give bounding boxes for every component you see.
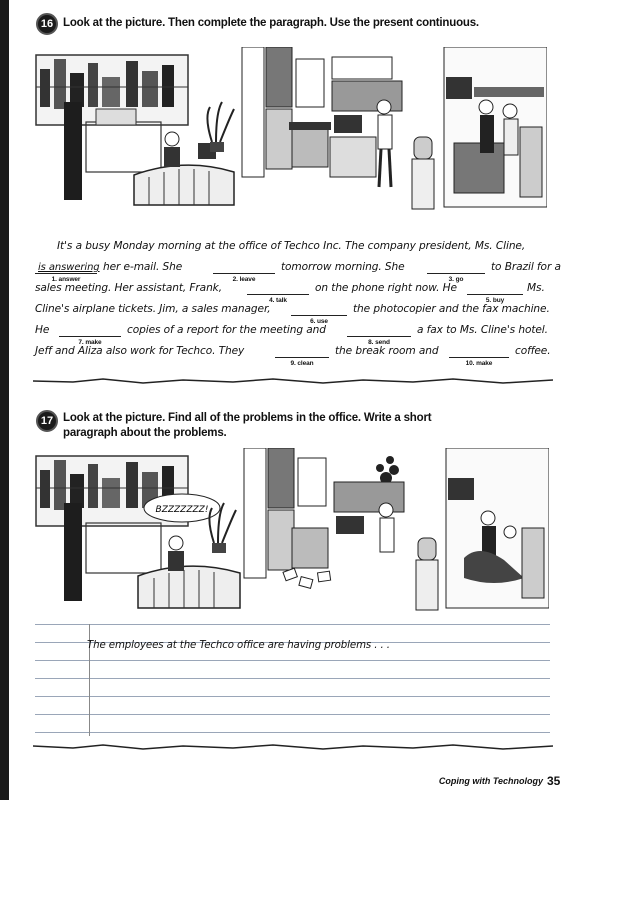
writing-area[interactable] — [35, 624, 550, 744]
verb-cue-1: 1. answer — [51, 276, 81, 283]
starter-sentence: The employees at the Techco office are having problems . . . — [87, 640, 390, 651]
torn-edge-17 — [33, 742, 553, 752]
water-cooler — [416, 538, 438, 610]
line-text: tomorrow morning. She — [281, 261, 405, 273]
answer-blank-7[interactable] — [59, 336, 121, 337]
answer-blank-8[interactable] — [347, 336, 411, 337]
example-answer: is answering — [38, 262, 100, 273]
exercise-16-paragraph — [35, 240, 561, 370]
door — [64, 503, 82, 601]
answer-blank-5[interactable] — [467, 294, 523, 295]
exercise-16-number — [36, 13, 58, 35]
verb-cue-2: 2. leave — [232, 276, 256, 283]
paragraph-line-1 — [35, 240, 547, 260]
line-text: He — [35, 324, 50, 336]
exercise-17-number-text: 17 — [40, 415, 54, 427]
line-text: the break room and — [335, 345, 439, 357]
line-text: sales meeting. Her assistant, Frank, — [35, 282, 222, 294]
fax-machine — [336, 516, 364, 534]
cabinet — [266, 47, 292, 107]
reception-desk — [138, 566, 240, 608]
verb-cue-10: 10. make — [465, 360, 493, 367]
line-text: a fax to Ms. Cline's hotel. — [417, 324, 548, 336]
verb-cue-7: 7. make — [78, 339, 102, 346]
verb-cue-9: 9. clean — [290, 360, 314, 367]
office-illustration-16 — [34, 47, 547, 212]
torn-edge-16 — [33, 376, 553, 386]
paragraph-line-3 — [35, 282, 547, 302]
water-cooler — [412, 137, 434, 209]
verb-cue-4: 4. talk — [269, 297, 287, 304]
line-text: Cline's airplane tickets. Jim, a sales manager, — [35, 303, 271, 315]
answer-blank-6[interactable] — [291, 315, 347, 316]
paragraph-line-4 — [35, 303, 550, 325]
microwave — [446, 77, 472, 99]
exercise-17-instruction-line-2: paragraph about the problems. — [63, 427, 227, 439]
answer-blank-4[interactable] — [247, 294, 309, 295]
answer-blank-10[interactable] — [449, 357, 509, 358]
line-text: the photocopier and the fax machine. — [353, 303, 550, 315]
line-text: her e-mail. She — [103, 261, 183, 273]
page-edge-bar — [0, 0, 9, 800]
line-text: to Brazil for a — [491, 261, 561, 273]
answer-blank-3[interactable] — [427, 273, 485, 274]
exercise-16-number-text: 16 — [40, 18, 54, 30]
verb-cue-6: 6. use — [310, 318, 328, 325]
verb-cue-5: 5. buy — [485, 297, 505, 304]
refrigerator — [522, 528, 544, 598]
exercise-17-instruction-line-1: Look at the picture. Find all of the problems in the office. Write a short — [63, 412, 432, 424]
footer-title: Coping with Technology — [438, 776, 543, 786]
exercise-16-instruction: Look at the picture. Then complete the paragraph. Use the present continuous. — [63, 17, 479, 29]
answer-blank-2[interactable] — [213, 273, 275, 274]
cabinet — [268, 448, 294, 508]
microwave — [448, 478, 474, 500]
line-text: Ms. — [527, 282, 545, 294]
line-text: It's a busy Monday morning at the office of Techco Inc. The company president, Ms. Cline, — [57, 240, 526, 252]
fax-machine — [334, 115, 362, 133]
line-text: Jeff and Aliza also work for Techco. They — [35, 345, 245, 357]
photocopier — [292, 528, 328, 568]
line-text: on the phone right now. He — [315, 282, 457, 294]
paragraph-line-2 — [35, 261, 561, 283]
paragraph-line-6 — [35, 345, 551, 367]
exercise-17-number — [36, 410, 58, 432]
bubble-text: BZZZZZZZ! — [155, 505, 209, 515]
person — [169, 536, 183, 550]
refrigerator — [520, 127, 542, 197]
person — [165, 132, 179, 146]
line-text: copies of a report for the meeting and — [127, 324, 326, 336]
verb-cue-8: 8. send — [368, 339, 390, 346]
door — [64, 102, 82, 200]
office-illustration-17 — [34, 448, 549, 613]
photocopier — [292, 127, 328, 167]
page-number: 35 — [547, 774, 561, 788]
answer-blank-1[interactable] — [35, 273, 97, 274]
verb-cue-3: 3. go — [448, 276, 464, 283]
line-text: coffee. — [515, 345, 551, 357]
answer-blank-9[interactable] — [275, 357, 329, 358]
paragraph-line-5 — [35, 324, 547, 344]
